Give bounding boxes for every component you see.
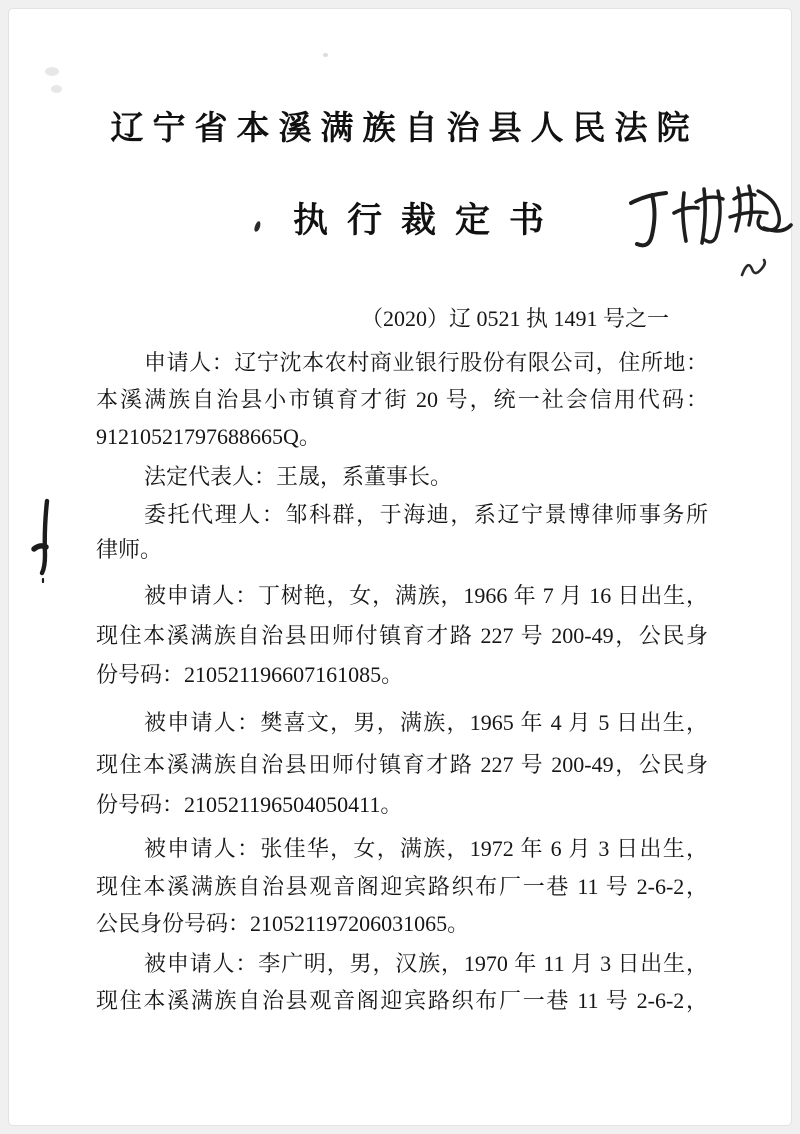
margin-ink-mark bbox=[27, 495, 61, 595]
ink-speck bbox=[51, 85, 62, 93]
case-number: （2020）辽 0521 执 1491 号之一 bbox=[361, 306, 670, 331]
body-line: 份号码：210521196607161085。 bbox=[96, 662, 404, 687]
body-line: 被申请人：李广明，男，汉族，1970 年 11 月 3 日出生， bbox=[144, 951, 708, 976]
body-line: 本溪满族自治县小市镇育才街 20 号，统一社会信用代码： bbox=[96, 387, 708, 412]
body-line: 现住本溪满族自治县田师付镇育才路 227 号 200-49，公民身 bbox=[96, 623, 708, 648]
body-line: 申请人：辽宁沈本农村商业银行股份有限公司，住所地： bbox=[144, 350, 708, 375]
court-name: 辽宁省本溪满族自治县人民法院 bbox=[110, 111, 699, 147]
body-line: 份号码：210521196504050411。 bbox=[96, 792, 403, 817]
ink-speck bbox=[45, 67, 59, 76]
body-line: 现住本溪满族自治县观音阁迎宾路织布厂一巷 11 号 2-6-2， bbox=[96, 874, 708, 899]
document-title: 执行裁定书 bbox=[293, 201, 564, 240]
body-line: 被申请人：张佳华，女，满族，1972 年 6 月 3 日出生， bbox=[144, 836, 708, 861]
body-line: 法定代表人：王晟，系董事长。 bbox=[144, 464, 453, 489]
body-line: 现住本溪满族自治县观音阁迎宾路织布厂一巷 11 号 2-6-2， bbox=[96, 988, 708, 1013]
body-line: 委托代理人：邹科群，于海迪，系辽宁景博律师事务所 bbox=[144, 502, 708, 527]
body-line: 被申请人：丁树艳，女，满族，1966 年 7 月 16 日出生， bbox=[144, 583, 708, 608]
body-line: 公民身份号码：210521197206031065。 bbox=[96, 911, 470, 936]
body-line: 被申请人：樊喜文，男，满族，1965 年 4 月 5 日出生， bbox=[144, 710, 708, 735]
document-page bbox=[8, 8, 792, 1126]
body-line: 律师。 bbox=[96, 537, 163, 562]
body-line: 91210521797688665Q。 bbox=[96, 424, 321, 449]
body-line: 现住本溪满族自治县田师付镇育才路 227 号 200-49，公民身 bbox=[96, 752, 708, 777]
ink-speck bbox=[323, 53, 328, 57]
handwritten-flourish bbox=[737, 255, 771, 285]
ink-speck-comma bbox=[253, 220, 261, 232]
